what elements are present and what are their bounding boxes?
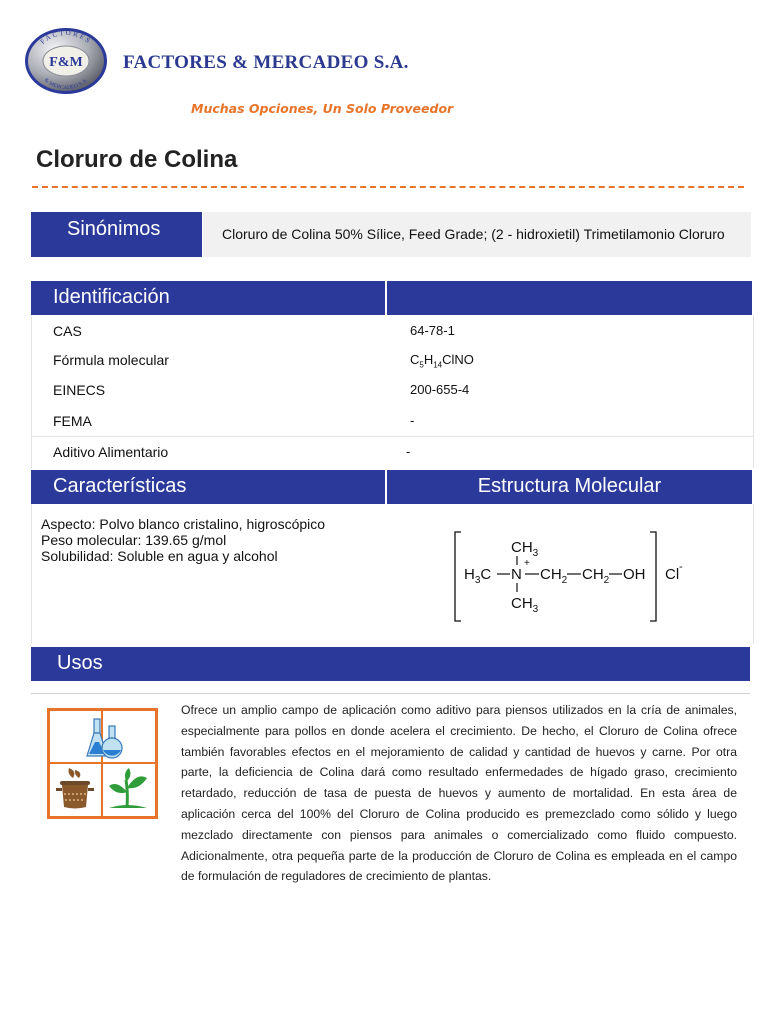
logo-ring-bottom: & MERCADEO S.A. — [42, 77, 90, 92]
svg-text:CH2: $CH_2$ — [540, 566, 568, 586]
cas-label: CAS — [53, 323, 82, 339]
fema-value: - — [410, 413, 415, 428]
svg-text:Cl: Cl — [665, 566, 680, 583]
slogan: Muchas Opciones, Un Solo Proveedor — [191, 101, 454, 116]
aditivo-value: - — [406, 444, 411, 459]
svg-text:CH3: $CH_3$ — [511, 539, 539, 559]
einecs-label: EINECS — [53, 382, 106, 398]
svg-text:+: + — [524, 558, 530, 569]
sinonimos-header: Sinónimos — [31, 212, 202, 257]
logo-ring-top: FACTORES — [38, 28, 94, 46]
svg-text:-: - — [679, 561, 683, 573]
caracteristicas-text — [41, 516, 325, 564]
estructura-header: Estructura Molecular — [387, 470, 752, 504]
row-divider — [32, 436, 753, 437]
logo-initials: F&M — [49, 55, 83, 70]
identificacion-header-right — [387, 281, 752, 315]
einecs-value: 200-655-4 — [410, 382, 470, 397]
fema-label: FEMA — [53, 413, 92, 429]
aspecto-line: Aspecto: Polvo blanco cristalino, higroscópico — [41, 516, 326, 532]
formula-value: $C_5H_{14}ClNO$ — [410, 352, 474, 370]
solubilidad-line: Solubilidad: Soluble en agua y alcohol — [41, 548, 278, 564]
applications-icon — [47, 708, 158, 819]
formula-label: Fórmula molecular — [53, 352, 169, 368]
page-title: Cloruro de Colina — [36, 146, 238, 173]
svg-text:H3C: $H_3C$ — [464, 566, 492, 586]
svg-text:CH2: $CH_2$ — [582, 566, 610, 586]
aditivo-label: Aditivo Alimentario — [53, 444, 169, 460]
svg-text:N: N — [511, 566, 522, 583]
caracteristicas-header: Características — [31, 470, 385, 504]
identificacion-table — [31, 315, 754, 468]
identificacion-header: Identificación — [31, 281, 385, 315]
company-logo — [24, 27, 108, 95]
usos-description: Ofrece un amplio campo de aplicación como aditivo para piensos utilizados en la cría de animales, especialmente para pollos en donde acelera el crecimiento. De hecho, el Cloruro de Colina ofrece también favorables efectos en el mejoramiento de calidad y cantidad de huevos y carne. Por otra parte, la deficiencia de Colina dará como resultado enfermedades de hígado graso, crecimiento retardado, reducción de tasa de puesta de huevos y aumento de mortalidad. En esta área de aplicación cerca del 100% del Cloruro de Colina producido es premezclado como sólido y luego mezclado directamente con piensos para animales o comercializado como fluido compuesto. Adicionalmente, otra pequeña parte de la producción de Cloruro de Colina es empleada en el campo de formulación de reguladores de crecimiento de plantas. — [181, 703, 737, 884]
cas-value: 64-78-1 — [410, 323, 455, 338]
title-divider — [32, 186, 744, 188]
usos-divider — [31, 693, 750, 694]
usos-header: Usos — [31, 647, 750, 681]
peso-line: Peso molecular: 139.65 g/mol — [41, 532, 227, 548]
svg-text:CH3: $CH_3$ — [511, 595, 539, 615]
molecular-structure — [450, 528, 690, 626]
sinonimos-value: Cloruro de Colina 50% Sílice, Feed Grade; (2 - hidroxietil) Trimetilamonio Cloruro — [203, 212, 751, 257]
svg-text:OH: OH — [623, 566, 646, 583]
company-name: FACTORES & MERCADEO S.A. — [123, 52, 409, 73]
